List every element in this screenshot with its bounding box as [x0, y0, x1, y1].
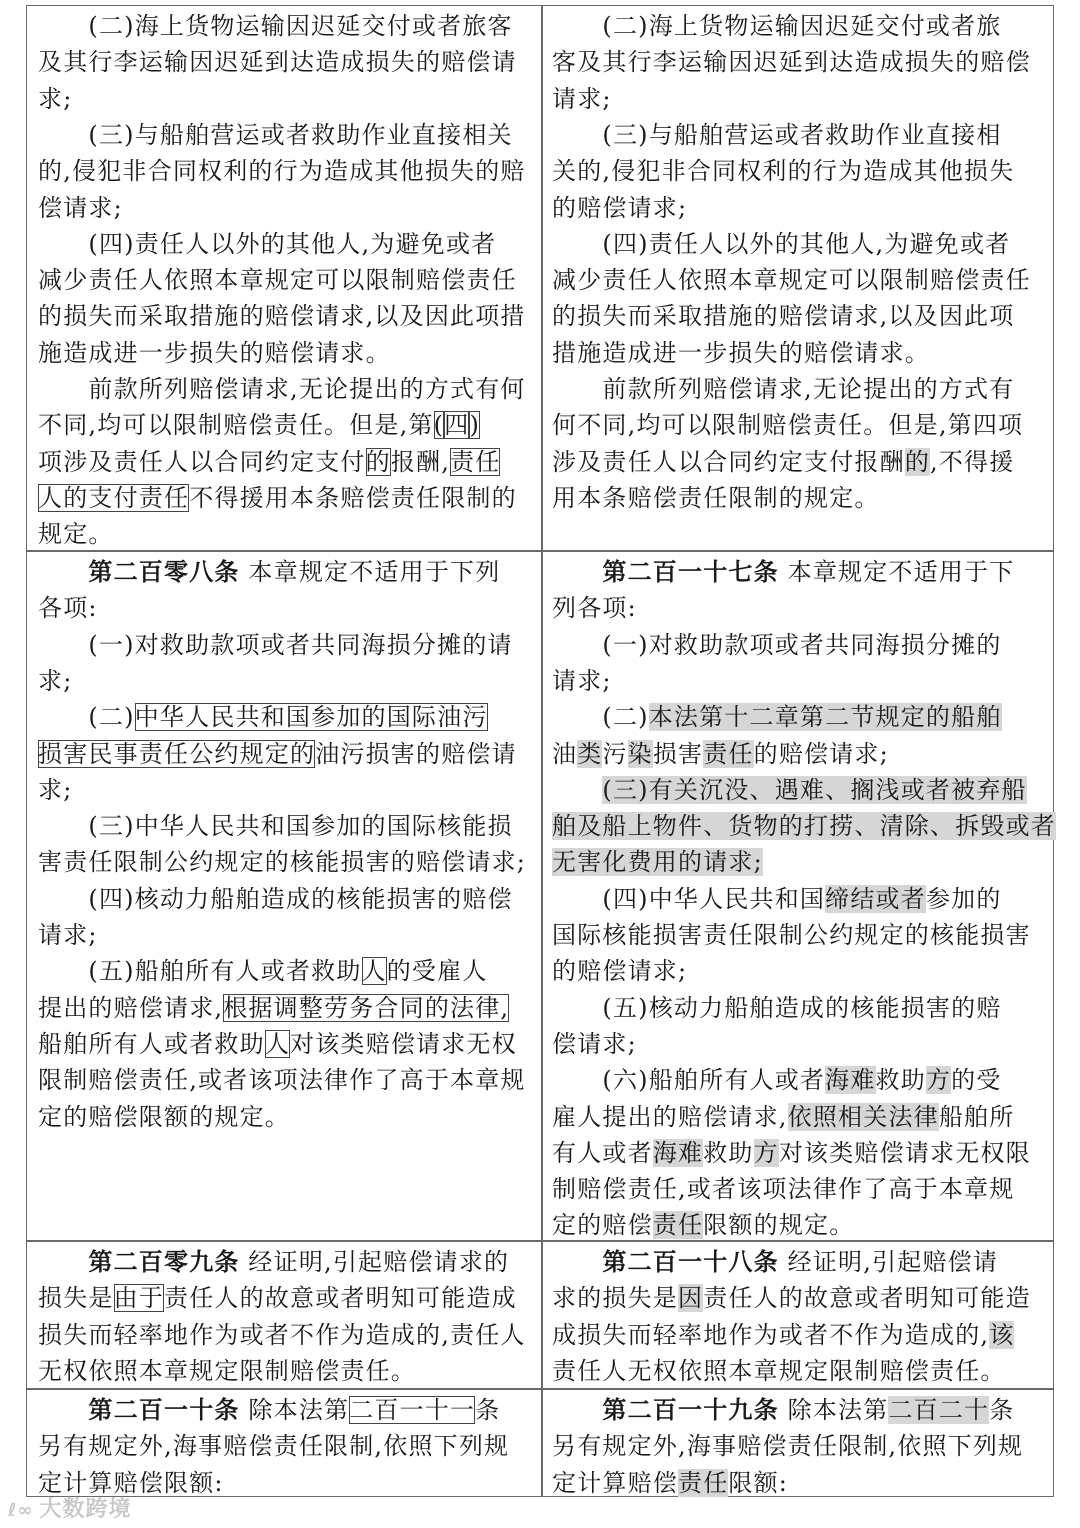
boxed-change: 四	[444, 411, 470, 440]
text-line	[552, 44, 1031, 80]
text-segment: 的受	[951, 1066, 1002, 1095]
text-line	[38, 1062, 526, 1098]
boxed-change: 由于	[113, 1284, 165, 1313]
text-line	[38, 153, 526, 189]
text-segment: 责任人的故意或者明知可能造	[703, 1284, 1031, 1313]
text-line	[88, 808, 512, 844]
text-line	[88, 554, 500, 590]
highlighted-change: 海难	[652, 1138, 704, 1167]
text-line	[38, 736, 517, 772]
text-segment: (一)对救助款项或者共同海损分摊的	[602, 630, 1002, 659]
text-segment: 船舶所	[938, 1102, 1015, 1131]
text-line	[552, 335, 930, 371]
text-line	[602, 371, 1014, 407]
text-segment: 求;	[38, 775, 73, 804]
text-segment: 本章规定不适用于下	[778, 558, 1015, 586]
text-segment: 的赔偿请求;	[753, 739, 889, 768]
text-segment: 条	[475, 1396, 501, 1424]
text-line	[602, 990, 1001, 1026]
text-segment: 不得援用本条赔偿责任限制的	[189, 483, 517, 512]
text-segment: 救助	[703, 1138, 754, 1167]
text-segment: 请求;	[552, 666, 612, 695]
text-line	[38, 1099, 290, 1135]
text-segment: 偿请求;	[552, 1029, 637, 1058]
text-line	[88, 226, 496, 262]
text-line	[88, 1244, 509, 1280]
highlighted-change: 舶及船上物件、货物的打捞、清除、拆毁或者	[552, 812, 1056, 841]
text-segment: 参加的	[925, 884, 1002, 913]
highlighted-change: 责任	[652, 1211, 704, 1240]
highlighted-change: 类	[577, 739, 603, 768]
text-segment: 船舶所有人或者救助	[38, 1029, 265, 1058]
text-segment: 客及其行李运输因迟延到达造成损失的赔偿	[552, 48, 1031, 77]
text-segment: 条	[989, 1396, 1015, 1424]
text-segment: 各项:	[38, 594, 98, 623]
boxed-change: 的	[365, 447, 391, 476]
text-line	[552, 736, 889, 772]
text-line	[88, 881, 512, 917]
text-line	[88, 699, 487, 735]
text-line	[552, 1135, 1031, 1171]
text-segment: 求的损失是	[552, 1284, 678, 1313]
text-segment: 请求;	[38, 921, 98, 949]
text-segment: 涉及责任人以合同约定支付报酬	[552, 447, 905, 476]
text-segment: (六)船舶所有人或者	[602, 1066, 826, 1095]
text-segment: 前款所列赔偿请求,无论提出的方式有	[602, 375, 1015, 403]
text-segment: 国际核能损害责任限制公约规定的核能损害	[552, 921, 1031, 949]
text-segment: 定计算赔偿限额:	[38, 1468, 224, 1497]
text-segment: (三)与船舶营运或者救助作业直接相	[602, 120, 1002, 149]
text-segment: 对该类赔偿请求无权	[290, 1029, 517, 1058]
boxed-change: 中华人民共和国参加的国际油污	[134, 703, 488, 732]
text-line	[38, 844, 526, 880]
column-divider	[541, 5, 543, 1497]
boxed-change: (	[433, 411, 445, 440]
text-segment: 制赔偿责任,或者该项法律作了高于本章规	[552, 1175, 1015, 1204]
text-segment: 油	[552, 739, 578, 768]
text-segment: 定的赔偿限额的规定。	[38, 1102, 290, 1131]
text-segment: 除本法第	[239, 1396, 350, 1424]
highlighted-change: 因	[678, 1284, 704, 1313]
highlighted-change: 该	[989, 1320, 1015, 1349]
text-line	[552, 480, 880, 516]
boxed-change: 二百一十一	[349, 1396, 476, 1424]
text-segment: 定的赔偿	[552, 1211, 653, 1240]
text-segment: 经证明,引起赔偿请	[778, 1248, 999, 1276]
text-line	[38, 444, 500, 480]
text-line	[38, 81, 73, 117]
text-segment: 何不同,均可以限制赔偿责任。但是,第四项	[552, 411, 1024, 440]
text-line	[552, 663, 612, 699]
text-line	[602, 226, 1010, 262]
text-line	[38, 44, 517, 80]
text-segment: 责任人无权依照本章规定限制赔偿责任。	[552, 1356, 1006, 1385]
text-segment: 减少责任人依照本章规定可以限制赔偿责任	[38, 266, 517, 295]
text-line	[88, 8, 512, 44]
text-line	[552, 1280, 1031, 1316]
article-number: 第二百零九条	[88, 1248, 240, 1276]
text-segment: 用本条赔偿责任限制的规定。	[552, 483, 880, 512]
text-segment: (三)中华人民共和国参加的国际核能损	[88, 812, 513, 841]
text-segment: 提出的赔偿请求,	[38, 993, 224, 1022]
text-line	[552, 1317, 1014, 1353]
text-segment: 损害	[652, 739, 704, 768]
text-line	[602, 881, 1001, 917]
text-segment: 的受雇人	[386, 957, 488, 986]
text-line	[38, 590, 98, 626]
row-divider	[26, 1240, 1054, 1242]
text-segment: 雇人提出的赔偿请求,	[552, 1102, 788, 1131]
text-segment: 无权依照本章规定限制赔偿责任。	[38, 1356, 416, 1385]
text-line	[552, 1026, 637, 1062]
text-line	[602, 772, 1026, 808]
boxed-change: 根据调整劳务合同的法律,	[223, 993, 510, 1022]
text-segment: 不同,均可以限制赔偿责任。但是,第	[38, 411, 434, 440]
text-segment: 求;	[38, 666, 73, 695]
text-segment: 求;	[38, 84, 73, 113]
text-segment: 项涉及责任人以合同约定支付	[38, 447, 366, 476]
text-segment: 施造成进一步损失的赔偿请求。	[38, 338, 391, 367]
text-segment: 责任人的故意或者明知可能造成	[164, 1284, 517, 1313]
text-segment: (四)责任人以外的其他人,为避免或者	[88, 229, 497, 258]
text-segment: (四)核动力船舶造成的核能损害的赔偿	[88, 884, 513, 913]
text-line	[552, 1207, 854, 1243]
text-line	[38, 262, 517, 298]
highlighted-change: 责任	[678, 1468, 729, 1497]
text-line	[602, 1244, 998, 1280]
highlighted-change: 责任	[703, 739, 754, 768]
highlighted-change: 海难	[825, 1066, 876, 1095]
text-segment: (四)中华人民共和国	[602, 884, 826, 913]
text-line	[602, 1062, 1001, 1098]
text-line	[552, 407, 1023, 443]
text-line	[38, 190, 123, 226]
text-line	[88, 371, 525, 407]
boxed-change: 人	[264, 1029, 291, 1058]
text-segment: 另有规定外,海事赔偿责任限制,依照下列规	[38, 1432, 510, 1461]
text-line	[38, 516, 114, 552]
boxed-change: 责任	[450, 447, 501, 476]
text-line	[88, 1392, 500, 1428]
text-line	[552, 81, 612, 117]
text-line	[38, 917, 98, 953]
highlighted-change: 方	[753, 1138, 779, 1167]
text-line	[552, 917, 1031, 953]
text-line	[552, 444, 1014, 480]
text-line	[38, 407, 480, 443]
text-segment: 偿请求;	[38, 193, 123, 222]
text-line	[602, 699, 1001, 735]
text-line	[602, 554, 1014, 590]
text-segment: (五)核动力船舶造成的核能损害的赔	[602, 993, 1002, 1022]
highlighted-change: (三)有关沉没、遇难、搁浅或者被弃船	[602, 775, 1027, 804]
text-line	[552, 808, 1056, 844]
text-line	[552, 1171, 1014, 1207]
text-segment: 污	[602, 739, 628, 768]
highlighted-change: 无害化费用的请求;	[552, 848, 763, 877]
text-segment: 限额的规定。	[703, 1211, 855, 1240]
text-line	[552, 262, 1031, 298]
article-number: 第二百一十七条	[602, 558, 779, 586]
text-segment: 定计算赔偿	[552, 1468, 678, 1497]
text-line	[552, 1428, 1023, 1464]
text-segment: 列各项:	[552, 594, 637, 623]
text-line	[552, 190, 687, 226]
boxed-change: )	[469, 411, 481, 440]
text-segment: 及其行李运输因迟延到达造成损失的赔偿请	[38, 48, 517, 77]
text-segment: 的赔偿请求;	[552, 193, 688, 222]
text-segment: ,不得援	[930, 447, 1015, 476]
highlighted-change: 二百二十	[888, 1396, 990, 1424]
text-segment: 规定。	[38, 520, 114, 549]
row-divider	[26, 550, 1054, 552]
text-segment: (五)船舶所有人或者救助	[88, 957, 362, 986]
text-line	[552, 298, 1014, 334]
text-segment: (二)海上货物运输因迟延交付或者旅客	[88, 12, 513, 40]
highlighted-change: 缔结或者	[825, 884, 926, 913]
text-line	[602, 8, 1001, 44]
text-line	[88, 953, 487, 989]
text-segment: 请求;	[552, 84, 612, 113]
text-segment: 成损失而轻率地作为或者不作为造成的,	[552, 1320, 990, 1349]
text-segment: 限额:	[728, 1468, 789, 1497]
text-line	[38, 298, 526, 334]
text-segment: (三)与船舶营运或者救助作业直接相关	[88, 120, 513, 149]
text-segment: 油污损害的赔偿请	[315, 739, 517, 768]
text-segment: 除本法第	[778, 1396, 889, 1424]
text-segment: 经证明,引起赔偿请求的	[239, 1248, 510, 1276]
text-line	[38, 1280, 517, 1316]
text-segment: 措施造成进一步损失的赔偿请求。	[552, 338, 930, 367]
text-line	[552, 1465, 788, 1501]
text-segment: 害责任限制公约规定的核能损害的赔偿请求;	[38, 848, 527, 877]
text-segment: 关的,侵犯非合同权利的行为造成其他损失	[552, 157, 1015, 186]
text-line	[552, 844, 763, 880]
highlighted-change: 染	[627, 739, 653, 768]
text-segment: 损失是	[38, 1284, 114, 1313]
boxed-change: 人的支付责任	[38, 483, 190, 512]
text-segment: (二)	[602, 703, 649, 732]
text-segment: 损失而轻率地作为或者不作为造成的,责任人	[38, 1320, 526, 1349]
text-line	[38, 1317, 526, 1353]
text-segment: 救助	[875, 1066, 926, 1095]
highlighted-change: 本法第十二章第二节规定的船舶	[648, 703, 1002, 732]
watermark-logo-icon: ℓ∞	[8, 1500, 34, 1521]
watermark	[8, 1492, 132, 1523]
highlighted-change: 依照相关法律	[787, 1102, 939, 1131]
text-segment: 的损失而采取措施的赔偿请求,以及因此项	[552, 302, 1015, 331]
text-segment: 报酬,	[390, 447, 451, 476]
text-line	[38, 1353, 416, 1389]
text-line	[88, 117, 512, 153]
text-line	[88, 627, 512, 663]
text-segment: (二)海上货物运输因迟延交付或者旅	[602, 12, 1002, 40]
text-line	[38, 663, 73, 699]
article-number: 第二百一十条	[88, 1396, 240, 1424]
text-line	[38, 1026, 517, 1062]
highlighted-change: 的	[904, 447, 931, 476]
text-segment: (四)责任人以外的其他人,为避免或者	[602, 229, 1011, 258]
text-line	[38, 480, 517, 516]
text-segment: 对该类赔偿请求无权限	[778, 1138, 1031, 1167]
text-segment: 另有规定外,海事赔偿责任限制,依照下列规	[552, 1432, 1024, 1461]
text-segment: 减少责任人依照本章规定可以限制赔偿责任	[552, 266, 1031, 295]
text-segment: 限制赔偿责任,或者该项法律作了高于本章规	[38, 1066, 526, 1095]
text-segment: 本章规定不适用于下列	[239, 558, 501, 586]
text-segment: 的赔偿请求;	[552, 957, 688, 986]
highlighted-change: 方	[925, 1066, 952, 1095]
watermark-text: 大数跨境	[39, 1497, 132, 1522]
text-line	[552, 953, 687, 989]
text-segment: 的损失而采取措施的赔偿请求,以及因此项措	[38, 302, 526, 331]
text-line	[602, 1392, 1014, 1428]
text-line	[552, 1353, 1006, 1389]
text-segment: (一)对救助款项或者共同海损分摊的请	[88, 630, 513, 659]
article-number: 第二百一十九条	[602, 1396, 779, 1424]
text-segment: 有人或者	[552, 1138, 653, 1167]
text-line	[38, 990, 509, 1026]
boxed-change: 人	[361, 957, 387, 986]
text-line	[38, 1428, 509, 1464]
text-line	[602, 117, 1001, 153]
text-line	[552, 590, 637, 626]
boxed-change: 损害民事责任公约规定的	[38, 739, 316, 768]
text-line	[552, 1099, 1014, 1135]
text-line	[38, 772, 73, 808]
text-segment: 的,侵犯非合同权利的行为造成其他损失的赔	[38, 157, 526, 186]
text-line	[38, 335, 391, 371]
text-line	[602, 627, 1001, 663]
article-number: 第二百零八条	[88, 558, 240, 586]
article-number: 第二百一十八条	[602, 1248, 779, 1276]
text-segment: (二)	[88, 703, 135, 732]
text-segment: 前款所列赔偿请求,无论提出的方式有何	[88, 375, 526, 403]
text-line	[552, 153, 1014, 189]
